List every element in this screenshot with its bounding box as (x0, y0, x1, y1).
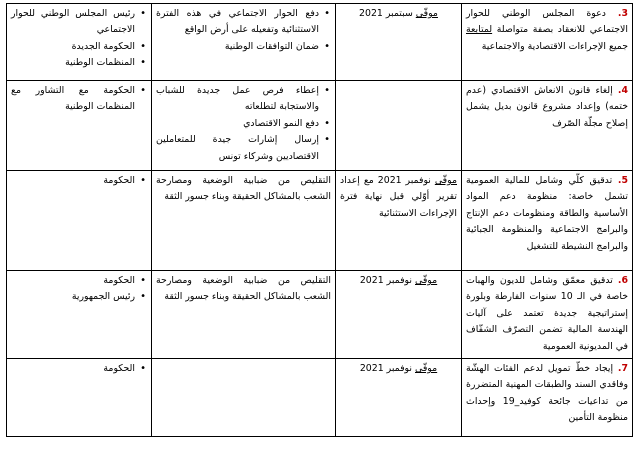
action-cell: 6. تدقيق معمّق وشامل للديون والهبات خاصة في الـ 10 سنوات الفارطة وبلورة إستراتيجية جديدة تعتمد على آليات الهندسة المالية تضمن التصرّف الشفّاف في المديونية العمومية (462, 271, 633, 359)
action-cell: 3. دعوة المجلس الوطني للحوار الاجتماعي للانعقاد بصفة متواصلة لمتابعة جميع الإجراءات الاقتصادية والاجتماعية (462, 4, 633, 81)
action-cell: 4. إلغاء قانون الانعاش الاقتصادي (عدم ختمه) وإعداد مشروع قانون بديل يشمل إصلاح مجلّة الصّرف (462, 81, 633, 171)
results-cell: التقليص من ضبابية الوضعية ومصارحة الشعب بالمشاكل الحقيقة وبناء جسور الثقة (152, 171, 336, 271)
row-number: 4. (617, 85, 628, 96)
list-item: • الحكومة (11, 273, 135, 289)
actors-cell (7, 271, 152, 359)
list-item: • دفع النمو الاقتصادي (156, 116, 319, 132)
actors-cell (7, 81, 152, 171)
deadline-cell: موفّى سبتمبر 2021 (336, 4, 462, 81)
table-row (7, 359, 633, 437)
deadline-cell: موفّى نوفمبر 2021 (336, 271, 462, 359)
list-item: • إعطاء فرص عمل جديدة للشباب والاستجابة لتطلعاته (156, 83, 319, 116)
action-cell: 5. تدقيق كلّي وشامل للمالية العمومية تشمل خاصة: منظومة دعم المواد الأساسية والطاقة ومنظومات دعم الإنتاج والبرامج الاجتماعية والمنظومة الجبائية والبرامج النشيطة للتشغيل (462, 171, 633, 271)
table-row (7, 4, 633, 81)
list-item: • رئيس المجلس الوطني للحوار الاجتماعي (11, 6, 135, 39)
row-number: 5. (617, 175, 628, 186)
list-item: • دفع الحوار الاجتماعي في هذه الفترة الاستثنائية وتفعيله على أرض الواقع (156, 6, 319, 39)
actors-cell (7, 4, 152, 81)
list-item: • الحكومة مع التشاور مع المنظمات الوطنية (11, 83, 135, 116)
deadline-cell: موفّى نوفمبر 2021 (336, 359, 462, 437)
list-item: • المنظمات الوطنية (11, 55, 135, 71)
results-cell: التقليص من ضبابية الوضعية ومصارحة الشعب بالمشاكل الحقيقة وبناء جسور الثقة (152, 271, 336, 359)
list-item: • الحكومة (11, 361, 135, 377)
action-cell: 7. إيجاد خطّ تمويل لدعم الفئات الهشّة وفاقدي السند والطبقات المهنية المتضررة من تداعيات جائحة كوفيد_19 وإحداث منظومة التأمين (462, 359, 633, 437)
list-item: • الحكومة (11, 173, 135, 189)
measures-table (6, 3, 633, 437)
results-cell (152, 4, 336, 81)
table-row (7, 81, 633, 171)
list-item: • ضمان التوافقات الوطنية (156, 39, 319, 55)
table-row (7, 271, 633, 359)
table-row (7, 171, 633, 271)
row-number: 7. (617, 363, 628, 374)
list-item: • الحكومة الجديدة (11, 39, 135, 55)
row-number: 6. (617, 275, 628, 286)
list-item: • رئيس الجمهورية (11, 289, 135, 305)
row-number: 3. (617, 8, 628, 19)
deadline-cell: موفّى نوفمبر 2021 مع إعداد تقرير أوّلي قبل نهاية فترة الإجراءات الاستثنائية (336, 171, 462, 271)
actors-cell (7, 171, 152, 271)
deadline-cell (336, 81, 462, 171)
actors-cell (7, 359, 152, 437)
results-cell (152, 359, 336, 437)
list-item: • إرسال إشارات جيدة للمتعاملين الاقتصاديين وشركاء تونس (156, 132, 319, 165)
results-cell (152, 81, 336, 171)
